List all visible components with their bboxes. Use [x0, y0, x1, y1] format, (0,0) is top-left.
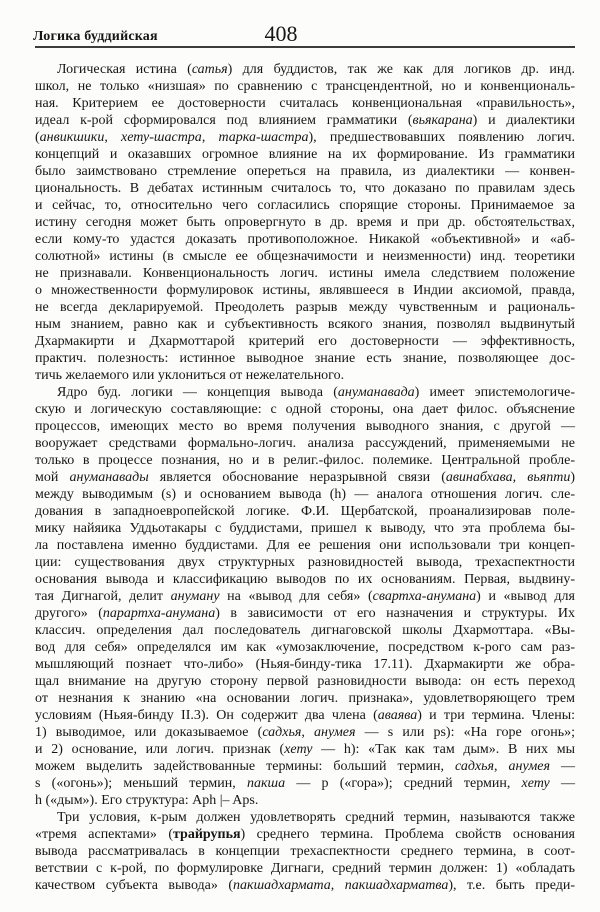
text-line [35, 197, 575, 214]
text-line [35, 690, 575, 707]
text-line [35, 758, 575, 775]
text-run: не всегда декларируемой. Преодолеть разрыв между чувственным и рациональ- [35, 300, 575, 315]
term-emphasis: пакша [246, 776, 286, 791]
term-emphasis: хету [521, 776, 550, 791]
text-run: s («огонь»); меньший термин, [35, 776, 247, 791]
text-line [35, 673, 575, 690]
text-line [35, 639, 575, 656]
text-run: Логическая истина ( [57, 62, 192, 77]
text-line [35, 384, 575, 401]
text-line [35, 95, 575, 112]
text-line [35, 877, 575, 894]
term-emphasis: анумея [314, 725, 356, 740]
text-line [35, 792, 575, 809]
text-line [35, 299, 575, 316]
text-run: ным знанием, равно как и субъективность всякого знания, позволял выдвинутый [35, 317, 575, 332]
text-run: ла поставлена именно буддистами. Для ее решения они использовали три концеп- [35, 538, 575, 553]
text-run: ветствии с к-рой, по формулировке Дигнаги, средний термин должен: 1) «обладать [35, 861, 575, 876]
text-run: Ядро буд. логики — концепция вывода ( [57, 385, 338, 400]
text-run: ции: существования двух структурных разновидностей вывода, трехаспектности [35, 555, 575, 570]
text-run: — h): «Так как там дым». В них мы [312, 742, 575, 757]
text-line [35, 503, 575, 520]
text-run: на «вывод для себя» ( [219, 589, 373, 604]
body-text [35, 61, 575, 894]
text-line [35, 537, 575, 554]
term-emphasis: ануману [170, 589, 220, 604]
text-run: ( [35, 130, 40, 145]
text-run: ) и диалектики [472, 113, 576, 128]
term-emphasis: вьяпти [527, 470, 571, 485]
text-run: циональность. В дебатах истинным считалось то, что доказано по правилам здесь [35, 181, 575, 196]
term-emphasis: свартха-анумана [372, 589, 477, 604]
text-line [35, 741, 575, 758]
text-line [35, 724, 575, 741]
text-run: процессов, имеющих место во время получения выводного знания, с другой — [35, 419, 575, 434]
text-line [35, 214, 575, 231]
text-line [35, 316, 575, 333]
text-run: 1) выводимое, или доказываемое ( [35, 725, 263, 740]
text-line [35, 571, 575, 588]
text-run: ) в зависимости от его назначения и структуры. Их [215, 606, 575, 621]
text-line [35, 435, 575, 452]
text-run: другого» ( [35, 606, 103, 621]
text-run: качеством субъекта вывода» ( [35, 878, 234, 893]
text-line [35, 520, 575, 537]
term-emphasis: авинабхава [445, 470, 513, 485]
text-line [35, 78, 575, 95]
text-run: щал внимание на другую сторону первой разновидности вывода: он есть переход [35, 674, 575, 689]
term-emphasis: пакшадхарматва [344, 878, 449, 893]
paragraph [35, 384, 575, 809]
text-run: Дхармакирти и Дхармоттарой критерий его достоверности — эффективность, [35, 334, 575, 349]
term-emphasis: хету [284, 742, 313, 757]
text-run: вооружает средствами формально-логич. анализа рассуждений, применяемыми не [35, 436, 575, 451]
text-run: и 2) основание, или логич. признак ( [35, 742, 285, 757]
term-emphasis: вьякарана [412, 113, 473, 128]
text-line [35, 61, 575, 78]
text-run: школ, не только «низшая» по сравнению с трансцендентной, но и конвенциональ- [35, 79, 575, 94]
text-line [35, 367, 575, 384]
paragraph [35, 809, 575, 894]
text-run: ) для буддистов, так же как для логиков др. инд. [227, 62, 575, 77]
text-run: , [494, 759, 509, 774]
text-run: вод для себя» определялся им как «умозаключение, посредством к-рого сам раз- [35, 640, 575, 655]
book-page [35, 0, 575, 894]
term-emphasis: хету-шастра [121, 130, 202, 145]
page-number: 408 [264, 21, 298, 46]
text-line [35, 231, 575, 248]
term-emphasis: пакшадхармата [233, 878, 331, 893]
term-emphasis: сатья [191, 62, 228, 77]
text-line [35, 656, 575, 673]
text-line [35, 588, 575, 605]
text-run: тая Дигнагой, делит [35, 589, 171, 604]
text-line [35, 418, 575, 435]
text-run: , [201, 130, 219, 145]
text-run: было заимствовано стремление опереться на правила, из диалектики — конвен- [35, 164, 575, 179]
text-run: ), т.е. быть преди- [448, 878, 576, 893]
text-run: скую и логическую составляющие: с одной стороны, она дает филос. объяснение [35, 402, 575, 417]
term-emphasis: анвикшики [39, 130, 105, 145]
term-emphasis: садхья [454, 759, 494, 774]
text-line [35, 112, 575, 129]
text-run: , [330, 878, 345, 893]
term-emphasis: анумея [508, 759, 550, 774]
text-line [35, 180, 575, 197]
text-run: является обоснование неразрывной связи ( [148, 470, 446, 485]
text-line [35, 452, 575, 469]
term-emphasis: аваява [377, 708, 418, 723]
text-run: «тремя аспектами» ( [35, 827, 173, 842]
text-run: ная. Критерием ее достоверности считалась конвенциональная «правильность», [35, 96, 575, 111]
text-run: , [512, 470, 528, 485]
text-line [35, 843, 575, 860]
page-header [35, 0, 575, 48]
text-run: , [301, 725, 315, 740]
text-run: только в процессе познания, но и в религ.-филос. полемике. Центральной пробле- [35, 453, 575, 468]
text-run: вывода рассматривалась в концепции трехаспектности среднего термина, в соот- [35, 844, 575, 859]
text-run: Три условия, к-рым должен удовлетворять средний термин, называются также [57, 810, 575, 825]
text-run: ) и три термина. Члены: [417, 708, 576, 723]
text-line [35, 605, 575, 622]
text-line [35, 163, 575, 180]
text-run: солютной» истины (в смысле ее общезначимости и неизменности) инд. теоретики [35, 249, 575, 264]
text-run: мой [35, 470, 70, 485]
text-run: от незнания к знанию «на основании логич. признака», удовлетворяющего трем [35, 691, 575, 706]
term-emphasis: садхья [262, 725, 302, 740]
text-run: классич. определения дал последователь дигнаговской школы Дхармоттара. «Вы- [35, 623, 575, 638]
text-run: ) среднего термина. Проблема свойств основания [240, 827, 575, 842]
text-line [35, 826, 575, 843]
text-line [35, 146, 575, 163]
text-line [35, 622, 575, 639]
term-emphasis: парартха-анумана [102, 606, 216, 621]
text-run: дования в западноевропейской логике. Ф.И. Щербатской, проанализировав поле- [35, 504, 575, 519]
text-run: h («дым»). Его структура: Aph |– Aps. [35, 793, 259, 808]
text-line [35, 809, 575, 826]
text-run: можем выделить задействованные термины: больший термин, [35, 759, 455, 774]
text-run: и сейчас, то, относительно чего согласились спорящие стороны. Принимаемое за [35, 198, 575, 213]
text-line [35, 333, 575, 350]
text-run: ) и «вывод для [476, 589, 575, 604]
text-line [35, 350, 575, 367]
paragraph [35, 61, 575, 384]
text-run: условиям (Ньяя-бинду II.3). Он содержит два члена ( [35, 708, 378, 723]
text-line [35, 248, 575, 265]
text-line [35, 265, 575, 282]
text-run: ) [570, 470, 575, 485]
text-run: практич. полезность: истинное выводное знание есть знание, позволяющее дос- [35, 351, 575, 366]
text-line [35, 129, 575, 146]
term-emphasis: трайрупья [173, 827, 241, 842]
text-line [35, 486, 575, 503]
text-run: — s или ps): «На горе огонь»; [355, 725, 576, 740]
text-run: тичь желаемого или уклониться от нежелательного. [35, 368, 345, 383]
text-run: , [104, 130, 122, 145]
text-run: между выводимым (s) и основанием вывода (h) — аналога отношения логич. сле- [35, 487, 575, 502]
text-run: концепций и оказавших огромное влияние на их формирование. Из грамматики [35, 147, 575, 162]
text-run: основания вывода и классификацию выводов по их основаниям. Первая, выдвину- [35, 572, 575, 587]
term-emphasis: ануманавада [337, 385, 415, 400]
text-run: если кому-то удастся доказать противоположное. Никакой «объективной» и «аб- [35, 232, 575, 247]
text-line [35, 282, 575, 299]
text-run: идеал к-рой сформировался под влиянием грамматики ( [35, 113, 413, 128]
text-run: ), предшествовавших появлению логич. [308, 130, 575, 145]
text-run: не признавали. Конвенциональность логич. истины имела следствием положение [35, 266, 575, 281]
text-run: мику найяика Уддьотакары с буддистами, пришел к выводу, что эта проблема бы- [35, 521, 575, 536]
text-line [35, 707, 575, 724]
text-line [35, 860, 575, 877]
text-line [35, 775, 575, 792]
term-emphasis: тарка-шастра [218, 130, 309, 145]
running-head-title: Логика буддийская [33, 29, 158, 44]
text-run: истину сегодня может быть опровергнуто в др. время и при др. обстоятельствах, [35, 215, 575, 230]
term-emphasis: ануманавады [69, 470, 149, 485]
text-run: ) имеет эпистемологиче- [414, 385, 576, 400]
text-line [35, 554, 575, 571]
text-line [35, 401, 575, 418]
text-line [35, 469, 575, 486]
text-run: мышляющий познает что-либо» (Ньяя-бинду-тика 17.11). Дхармакирти же обра- [35, 657, 575, 672]
text-run: о множественности формулировок истины, являвшееся в Индии аксиомой, правда, [35, 283, 575, 298]
text-run: — p («гора»); средний термин, [285, 776, 522, 791]
text-run: — [549, 759, 575, 774]
text-run: — [549, 776, 575, 791]
